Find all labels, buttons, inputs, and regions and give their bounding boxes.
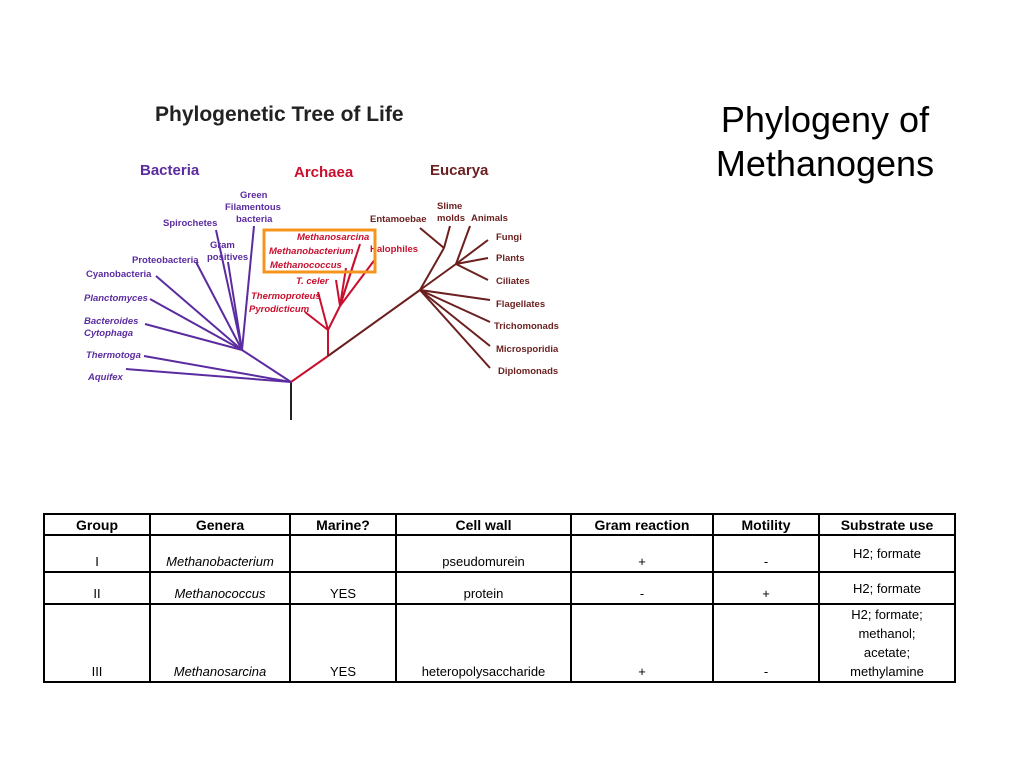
table-row bbox=[44, 535, 955, 572]
label-cyanobacteria: Cyanobacteria bbox=[86, 269, 152, 280]
header-marine: Marine? bbox=[290, 514, 396, 535]
cell-genera: Methanococcus bbox=[150, 572, 290, 604]
cell-marine bbox=[290, 535, 396, 572]
label-filamentous: Filamentous bbox=[225, 202, 281, 213]
cell-group: I bbox=[44, 535, 150, 572]
label-bacteria: bacteria bbox=[236, 214, 273, 225]
label-diplomonads: Diplomonads bbox=[498, 366, 559, 377]
label-halophiles: Halophiles bbox=[370, 244, 419, 255]
label-animals: Animals bbox=[471, 213, 508, 224]
substrate-line: H2; formate; bbox=[851, 607, 923, 622]
label-proteobacteria: Proteobacteria bbox=[132, 255, 199, 266]
label-t-celer: T. celer bbox=[296, 276, 329, 287]
tree-title: Phylogenetic Tree of Life bbox=[155, 103, 404, 126]
cell-group: II bbox=[44, 572, 150, 604]
table-row bbox=[44, 604, 955, 682]
label-ciliates: Ciliates bbox=[496, 276, 530, 287]
label-methanosarcina: Methanosarcina bbox=[297, 232, 370, 243]
eucarya-labels bbox=[370, 201, 559, 377]
cell-motility: - bbox=[713, 604, 819, 682]
substrate-line: methanol; bbox=[858, 626, 916, 641]
label-green: Green bbox=[240, 190, 268, 201]
cell-cell-wall: heteropolysaccharide bbox=[396, 604, 571, 682]
label-microsporidia: Microsporidia bbox=[496, 344, 559, 355]
cell-gram: - bbox=[571, 572, 713, 604]
cell-genera: Methanobacterium bbox=[150, 535, 290, 572]
slide-title-line-2: Methanogens bbox=[715, 143, 935, 184]
label-pyrodicticum: Pyrodicticum bbox=[249, 304, 310, 315]
header-genera: Genera bbox=[150, 514, 290, 535]
cell-cell-wall: protein bbox=[396, 572, 571, 604]
label-thermotoga: Thermotoga bbox=[86, 350, 141, 361]
header-gram-reaction: Gram reaction bbox=[571, 514, 713, 535]
header-substrate-use: Substrate use bbox=[819, 514, 955, 535]
cell-substrate bbox=[819, 572, 955, 604]
label-bacteroides: Bacteroides bbox=[84, 316, 139, 327]
header-cell-wall: Cell wall bbox=[396, 514, 571, 535]
label-entamoebae: Entamoebae bbox=[370, 214, 427, 225]
cell-marine: YES bbox=[290, 604, 396, 682]
label-spirochetes: Spirochetes bbox=[163, 218, 218, 229]
domain-eucarya: Eucarya bbox=[430, 162, 489, 179]
domain-archaea: Archaea bbox=[294, 164, 354, 181]
label-fungi: Fungi bbox=[496, 232, 522, 243]
header-group: Group bbox=[44, 514, 150, 535]
label-thermoproteus: Thermoproteus bbox=[251, 291, 321, 302]
domain-bacteria: Bacteria bbox=[140, 162, 200, 179]
label-methanococcus: Methanococcus bbox=[270, 260, 342, 271]
cell-genera: Methanosarcina bbox=[150, 604, 290, 682]
cell-cell-wall: pseudomurein bbox=[396, 535, 571, 572]
label-gram: Gram bbox=[210, 240, 235, 251]
methanogen-table bbox=[43, 513, 956, 683]
label-methanobacterium: Methanobacterium bbox=[269, 246, 354, 257]
cell-gram: + bbox=[571, 604, 713, 682]
label-planctomyces: Planctomyces bbox=[84, 293, 148, 304]
cell-gram: + bbox=[571, 535, 713, 572]
substrate-line: acetate; bbox=[863, 645, 911, 660]
label-aquifex: Aquifex bbox=[88, 372, 123, 383]
substrate-line: H2; formate bbox=[853, 580, 921, 596]
label-molds: molds bbox=[437, 213, 465, 224]
table-row bbox=[44, 572, 955, 604]
label-trichomonads: Trichomonads bbox=[494, 321, 559, 332]
bacteria-labels bbox=[84, 190, 281, 383]
cell-substrate bbox=[819, 535, 955, 572]
header-motility: Motility bbox=[713, 514, 819, 535]
cell-marine: YES bbox=[290, 572, 396, 604]
label-cytophaga: Cytophaga bbox=[84, 328, 134, 339]
label-slime: Slime bbox=[437, 201, 463, 212]
cell-substrate bbox=[819, 604, 955, 682]
cell-group: III bbox=[44, 604, 150, 682]
label-positives: positives bbox=[207, 252, 249, 263]
substrate-line: H2; formate bbox=[853, 546, 921, 561]
cell-motility: - bbox=[713, 535, 819, 572]
cell-motility: + bbox=[713, 572, 819, 604]
substrate-line: methylamine bbox=[850, 664, 924, 679]
label-flagellates: Flagellates bbox=[496, 299, 546, 310]
slide-title-line-1: Phylogeny of bbox=[720, 99, 930, 140]
table-header-row bbox=[44, 514, 955, 535]
label-plants: Plants bbox=[496, 253, 525, 264]
